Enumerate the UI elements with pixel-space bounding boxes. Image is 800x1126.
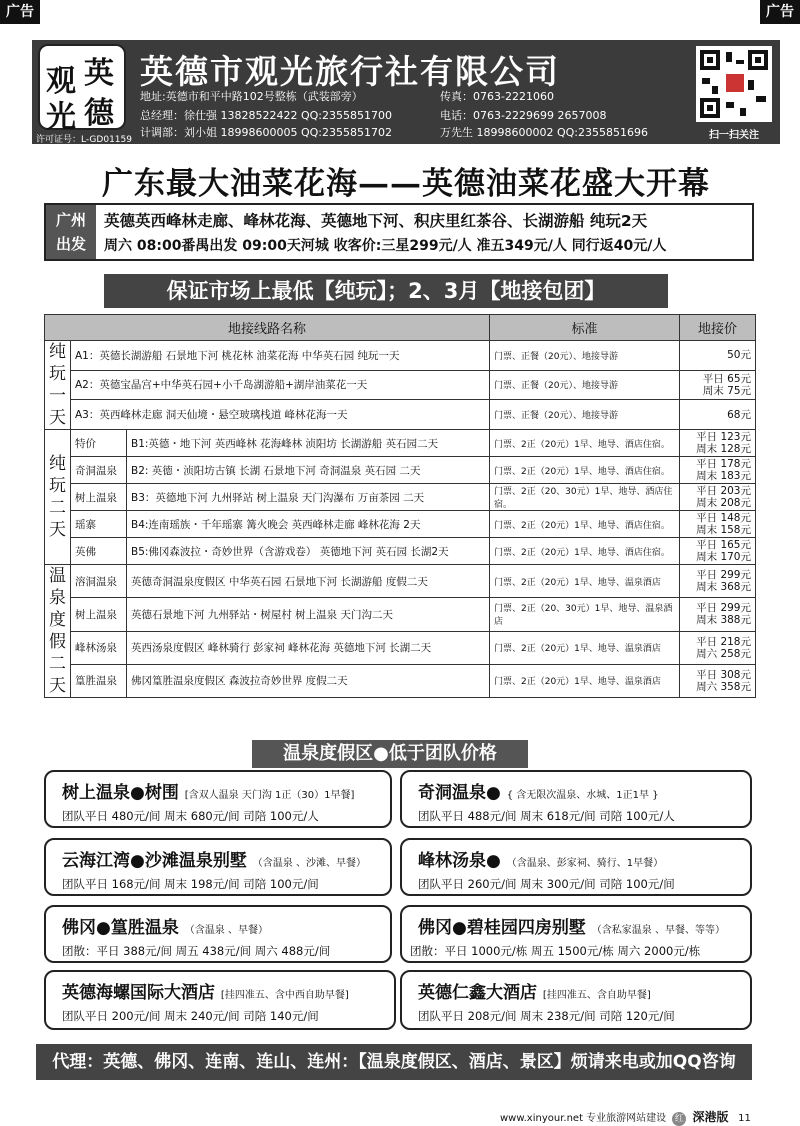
route-name: B3：英德地下河 九州驿站 树上温泉 天门沟瀑布 万亩茶园 二天 bbox=[127, 484, 490, 511]
offer-box bbox=[400, 770, 752, 828]
publisher-logo-icon: 红 bbox=[672, 1112, 686, 1126]
route-subtype: 英佛 bbox=[71, 538, 127, 565]
route-subtype: 特价 bbox=[71, 430, 127, 457]
departure-price: 周六 08:00番禺出发 09:00天河城 收客价:三星299元/人 准五349元/人 同行返40元/人 bbox=[104, 238, 667, 254]
departure-box bbox=[44, 203, 754, 261]
departure-tag-line: 出发 bbox=[55, 235, 86, 253]
promo-banner: 保证市场上最低【纯玩】；2、3月【地接包团】 bbox=[104, 274, 668, 308]
offer-title bbox=[62, 846, 366, 871]
route-standard: 门票、正餐（20元）、地接导游 bbox=[490, 341, 680, 371]
offer-note: { 含无限次温泉、水城、1正1早 } bbox=[506, 790, 659, 801]
offer-price: 团队平日 168元/间 周末 198元/间 司陪 100元/间 bbox=[62, 877, 319, 891]
offer-price: 团散：平日 388元/间 周五 438元/间 周六 488元/间 bbox=[62, 944, 331, 958]
offer-title-text: 英德仁鑫大酒店 bbox=[418, 983, 537, 1003]
table-row bbox=[45, 565, 756, 598]
offer-title bbox=[62, 913, 268, 938]
phone: 电话：0763-2229699 2657008 bbox=[440, 109, 607, 122]
offer-title-text: 奇洞温泉● bbox=[418, 783, 501, 803]
table-row bbox=[45, 511, 756, 538]
route-price: 平日 203元 周末 208元 bbox=[680, 484, 756, 511]
offer-note: [含双人温泉 天门沟 1正（30）1早餐] bbox=[184, 790, 355, 801]
table-row bbox=[45, 631, 756, 664]
route-name: B1:英德・地下河 英西峰林 花海峰林 浈阳坊 长湖游船 英石园二天 bbox=[127, 430, 490, 457]
route-subtype: 树上温泉 bbox=[71, 598, 127, 631]
offer-title-text: 云海江湾●沙滩温泉别墅 bbox=[62, 851, 247, 871]
route-standard: 门票、2正（20元）1早、地导、温泉酒店 bbox=[490, 565, 680, 598]
group-label bbox=[45, 430, 71, 565]
route-standard: 门票、2正（20元）1早、地导、酒店住宿。 bbox=[490, 457, 680, 484]
route-subtype: 树上温泉 bbox=[71, 484, 127, 511]
route-standard: 门票、2正（20、30元）1早、地导、温泉酒店 bbox=[490, 598, 680, 631]
table-row bbox=[45, 430, 756, 457]
qr-caption: 扫一扫关注 bbox=[709, 130, 759, 141]
group-label bbox=[45, 341, 71, 430]
table-row bbox=[45, 664, 756, 697]
offer-box bbox=[44, 770, 392, 828]
table-row bbox=[45, 400, 756, 430]
offer-box bbox=[400, 838, 752, 896]
route-subtype: 溶洞温泉 bbox=[71, 565, 127, 598]
table-row bbox=[45, 538, 756, 565]
table-row bbox=[45, 457, 756, 484]
offer-price: 团队平日 208元/间 周末 238元/间 司陪 120元/间 bbox=[418, 1009, 675, 1023]
offer-note: （含私家温泉 、早餐、等等） bbox=[591, 925, 725, 936]
departure-route: 英德英西峰林走廊、峰林花海、英德地下河、积庆里红茶谷、长湖游船 纯玩2天 bbox=[104, 212, 648, 230]
company-header bbox=[32, 40, 780, 144]
offer-box bbox=[400, 905, 752, 963]
route-price: 平日 65元 周末 75元 bbox=[680, 370, 756, 400]
hot-spring-section-title: 温泉度假区●低于团队价格 bbox=[252, 740, 528, 768]
route-subtype: 奇洞温泉 bbox=[71, 457, 127, 484]
offer-title-text: 佛冈●碧桂园四房别墅 bbox=[418, 918, 586, 938]
logo-char: 德 bbox=[84, 96, 114, 131]
offer-title-text: 英德海螺国际大酒店 bbox=[62, 983, 215, 1003]
route-standard: 门票、2正（20元）1早、地导、酒店住宿。 bbox=[490, 511, 680, 538]
route-name: B4:连南瑶族・千年瑶寨 篝火晚会 英西峰林走廊 峰林花海 2天 bbox=[127, 511, 490, 538]
route-name: 英德奇洞温泉度假区 中华英石园 石景地下河 长湖游船 度假二天 bbox=[127, 565, 490, 598]
offer-box bbox=[44, 905, 392, 963]
ad-label-left: 广告 bbox=[0, 0, 40, 24]
route-name: A2：英德宝晶宫+中华英石园+小千岛湖游船+湖岸油菜花一天 bbox=[71, 370, 490, 400]
offer-price: 团队平日 200元/间 周末 240元/间 司陪 140元/间 bbox=[62, 1009, 319, 1023]
route-name: 佛冈篁胜温泉度假区 森波拉奇妙世界 度假二天 bbox=[127, 664, 490, 697]
col-header-route: 地接线路名称 bbox=[45, 315, 490, 341]
group-label bbox=[45, 565, 71, 698]
offer-price: 团队平日 480元/间 周末 680元/间 司陪 100元/人 bbox=[62, 809, 319, 823]
route-subtype: 峰林汤泉 bbox=[71, 631, 127, 664]
page-footer bbox=[500, 1108, 751, 1126]
route-standard: 门票、2正（20元）1早、地导、酒店住宿。 bbox=[490, 430, 680, 457]
route-standard: 门票、2正（20元）1早、地导、温泉酒店 bbox=[490, 631, 680, 664]
offer-note: （含温泉 、沙滩、早餐） bbox=[252, 858, 366, 869]
company-logo bbox=[38, 44, 126, 135]
offer-title bbox=[62, 978, 349, 1003]
offer-title bbox=[418, 978, 651, 1003]
route-name: A1：英德长湖游船 石景地下河 桃花林 油菜花海 中华英石园 纯玩一天 bbox=[71, 341, 490, 371]
website: www.xinyour.net 专业旅游网站建设 bbox=[500, 1113, 667, 1124]
route-price: 平日 123元 周末 128元 bbox=[680, 430, 756, 457]
edition: 深港版 bbox=[692, 1110, 729, 1124]
route-standard: 门票、正餐（20元）、地接导游 bbox=[490, 370, 680, 400]
page-number: 11 bbox=[738, 1113, 751, 1124]
logo-char: 观 bbox=[46, 64, 76, 99]
group-label-text: 温 泉 度 假 二 天 bbox=[49, 566, 66, 696]
route-standard: 门票、2正（20元）1早、地导、温泉酒店 bbox=[490, 664, 680, 697]
offer-title-text: 佛冈●篁胜温泉 bbox=[62, 918, 179, 938]
offer-title bbox=[418, 778, 659, 803]
table-row bbox=[45, 370, 756, 400]
route-price: 平日 148元 周末 158元 bbox=[680, 511, 756, 538]
route-price: 平日 299元 周末 368元 bbox=[680, 565, 756, 598]
offer-note: （含温泉、彭家祠、骑行、1早餐） bbox=[506, 858, 664, 869]
offer-price: 团队平日 488元/间 周末 618元/间 司陪 100元/人 bbox=[418, 809, 675, 823]
offer-note: （含温泉 、早餐） bbox=[184, 925, 268, 936]
logo-char: 英 bbox=[84, 56, 114, 91]
route-name: 英德石景地下河 九州驿站・树屋村 树上温泉 天门沟二天 bbox=[127, 598, 490, 631]
route-subtype: 瑶寨 bbox=[71, 511, 127, 538]
offer-box bbox=[400, 970, 752, 1030]
company-name: 英德市观光旅行社有限公司 bbox=[140, 52, 560, 91]
route-standard: 门票、2正（20、30元）1早、地导、酒店住宿。 bbox=[490, 484, 680, 511]
offer-title-text: 峰林汤泉● bbox=[418, 851, 501, 871]
route-name: B2: 英德・浈阳坊古镇 长湖 石景地下河 奇洞温泉 英石园 二天 bbox=[127, 457, 490, 484]
offer-box bbox=[44, 970, 396, 1030]
offer-price: 团散：平日 1000元/栋 周五 1500元/栋 周六 2000元/栋 bbox=[410, 944, 701, 958]
route-subtype: 篁胜温泉 bbox=[71, 664, 127, 697]
address: 地址:英德市和平中路102号整栋（武装部旁） bbox=[140, 90, 363, 103]
route-name: B5:佛冈森波拉・奇妙世界（含游戏卷） 英德地下河 英石园 长湖2天 bbox=[127, 538, 490, 565]
departure-tag bbox=[46, 205, 96, 259]
departure-tag-line: 广州 bbox=[55, 211, 86, 229]
col-header-price: 地接价 bbox=[680, 315, 756, 341]
offer-note: [挂四准五、含自助早餐] bbox=[542, 990, 651, 1001]
offer-price: 团队平日 260元/间 周末 300元/间 司陪 100元/间 bbox=[418, 877, 675, 891]
route-name: 英西汤泉度假区 峰林骑行 彭家祠 峰林花海 英德地下河 长湖二天 bbox=[127, 631, 490, 664]
route-standard: 门票、正餐（20元）、地接导游 bbox=[490, 400, 680, 430]
manager-contact: 总经理：徐仕强 13828522422 QQ:2355851700 bbox=[140, 109, 392, 122]
route-price: 平日 218元 周六 258元 bbox=[680, 631, 756, 664]
offer-title bbox=[62, 778, 354, 803]
offer-note: [挂四准五、含中西自助早餐] bbox=[220, 990, 349, 1001]
route-price: 50元 bbox=[680, 341, 756, 371]
offer-box bbox=[44, 838, 392, 896]
route-price: 平日 165元 周末 170元 bbox=[680, 538, 756, 565]
route-price: 平日 299元 周末 388元 bbox=[680, 598, 756, 631]
group-label-text: 纯 玩 一 天 bbox=[49, 342, 66, 428]
page-title: 广东最大油菜花海——英德油菜花盛大开幕 bbox=[102, 166, 710, 202]
route-standard: 门票、2正（20元）1早、地导、酒店住宿。 bbox=[490, 538, 680, 565]
table-header-row bbox=[45, 315, 756, 341]
route-name: A3：英西峰林走廊 洞天仙境・悬空玻璃栈道 峰林花海一天 bbox=[71, 400, 490, 430]
qr-code-icon bbox=[696, 46, 772, 122]
offer-title-text: 树上温泉●树围 bbox=[62, 783, 179, 803]
route-price: 平日 178元 周末 183元 bbox=[680, 457, 756, 484]
table-row bbox=[45, 598, 756, 631]
agent-bar: 代理：英德、佛冈、连南、连山、连州：【温泉度假区、酒店、景区】烦请来电或加QQ咨询 bbox=[36, 1044, 752, 1080]
route-table bbox=[44, 314, 756, 698]
offer-title bbox=[418, 913, 725, 938]
table-row bbox=[45, 341, 756, 371]
logo-char: 光 bbox=[46, 100, 76, 135]
dispatch-contact-2: 万先生 18998600002 QQ:2355851696 bbox=[440, 126, 648, 139]
dispatch-contact-1: 计调部：刘小姐 18998600005 QQ:2355851702 bbox=[140, 126, 392, 139]
group-label-text: 纯 玩 二 天 bbox=[49, 454, 66, 540]
route-price: 平日 308元 周六 358元 bbox=[680, 664, 756, 697]
license-number: 许可证号：L-GD01159 bbox=[36, 135, 132, 145]
route-price: 68元 bbox=[680, 400, 756, 430]
fax: 传真：0763-2221060 bbox=[440, 90, 554, 103]
col-header-standard: 标准 bbox=[490, 315, 680, 341]
ad-label-right: 广告 bbox=[760, 0, 800, 24]
table-row bbox=[45, 484, 756, 511]
offer-title bbox=[418, 846, 663, 871]
